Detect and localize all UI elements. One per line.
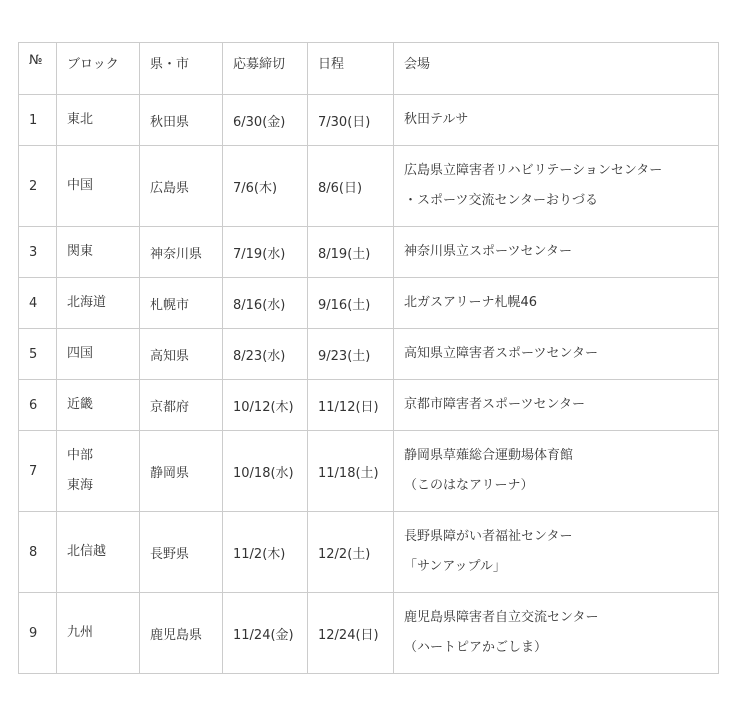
cell-no: 3 [19,227,57,278]
table-header [19,43,719,95]
cell-prefecture: 神奈川県 [140,227,223,278]
cell-no: 2 [19,146,57,227]
cell-venue [394,329,719,380]
cell-deadline: 10/18(水) [223,431,308,512]
cell-prefecture: 長野県 [140,512,223,593]
table-row [19,431,719,512]
cell-no: 4 [19,278,57,329]
cell-venue [394,593,719,674]
table-row [19,227,719,278]
cell-venue [394,380,719,431]
cell-block [57,95,140,146]
cell-venue [394,512,719,593]
cell-venue-line: 秋田テルサ [404,112,469,127]
cell-venue-line: 北ガスアリーナ札幌46 [404,295,538,310]
cell-block-line: 東北 [67,112,94,127]
cell-block-line: 東海 [67,478,94,493]
cell-block-line: 北信越 [67,544,107,559]
cell-deadline: 6/30(金) [223,95,308,146]
cell-block [57,512,140,593]
cell-venue-line: （ハートピアかごしま） [404,640,548,655]
table-body [19,95,719,674]
table-row [19,380,719,431]
cell-date: 12/2(土) [308,512,394,593]
cell-block [57,380,140,431]
header-deadline: 応募締切 [223,43,308,95]
cell-venue-line: 高知県立障害者スポーツセンター [404,346,598,361]
cell-date: 12/24(日) [308,593,394,674]
cell-venue-line: 「サンアップル」 [404,559,506,574]
schedule-table [18,42,719,674]
table-row [19,278,719,329]
cell-venue-line: 神奈川県立スポーツセンター [404,244,572,259]
cell-venue-line: （このはなアリーナ） [404,478,534,493]
cell-no: 9 [19,593,57,674]
cell-date: 11/12(日) [308,380,394,431]
cell-venue-line: 京都市障害者スポーツセンター [404,397,585,412]
cell-prefecture: 静岡県 [140,431,223,512]
cell-block [57,329,140,380]
cell-deadline: 11/24(金) [223,593,308,674]
cell-date: 8/19(土) [308,227,394,278]
cell-date: 9/16(土) [308,278,394,329]
cell-deadline: 11/2(木) [223,512,308,593]
cell-venue [394,146,719,227]
cell-date: 8/6(日) [308,146,394,227]
header-date: 日程 [308,43,394,95]
cell-block-line: 関東 [67,244,94,259]
cell-deadline: 8/16(水) [223,278,308,329]
cell-prefecture: 鹿児島県 [140,593,223,674]
cell-venue-line: 静岡県草薙総合運動場体育館 [404,448,574,463]
cell-block-line: 九州 [67,625,94,640]
table-row [19,146,719,227]
cell-prefecture: 札幌市 [140,278,223,329]
cell-venue [394,278,719,329]
cell-no: 6 [19,380,57,431]
cell-venue [394,227,719,278]
cell-block [57,593,140,674]
cell-block [57,227,140,278]
cell-venue [394,95,719,146]
table-row [19,95,719,146]
cell-no: 1 [19,95,57,146]
cell-date: 11/18(土) [308,431,394,512]
table-row [19,512,719,593]
cell-venue-line: 鹿児島県障害者自立交流センター [404,610,599,625]
cell-prefecture: 高知県 [140,329,223,380]
cell-date: 7/30(日) [308,95,394,146]
cell-date: 9/23(土) [308,329,394,380]
cell-prefecture: 秋田県 [140,95,223,146]
header-row [19,43,719,95]
cell-no: 8 [19,512,57,593]
cell-deadline: 7/19(水) [223,227,308,278]
cell-venue-line: 長野県障がい者福祉センター [404,529,573,544]
cell-deadline: 10/12(木) [223,380,308,431]
cell-venue-line: ・スポーツ交流センターおりづる [404,193,598,208]
cell-deadline: 7/6(木) [223,146,308,227]
cell-no: 7 [19,431,57,512]
cell-venue-line: 広島県立障害者リハビリテーションセンター [404,163,663,178]
cell-block [57,278,140,329]
cell-block [57,146,140,227]
table-row [19,329,719,380]
cell-venue [394,431,719,512]
cell-block-line: 四国 [67,346,94,361]
cell-block-line: 近畿 [67,397,94,412]
cell-block-line: 北海道 [67,295,107,310]
cell-prefecture: 広島県 [140,146,223,227]
cell-block-line: 中部 [67,448,94,463]
header-block: ブロック [57,43,140,95]
cell-prefecture: 京都府 [140,380,223,431]
cell-block-line: 中国 [67,178,94,193]
cell-block [57,431,140,512]
header-prefecture: 県・市 [140,43,223,95]
table-row [19,593,719,674]
cell-no: 5 [19,329,57,380]
header-no: № [19,43,57,95]
header-venue: 会場 [394,43,719,95]
cell-deadline: 8/23(水) [223,329,308,380]
